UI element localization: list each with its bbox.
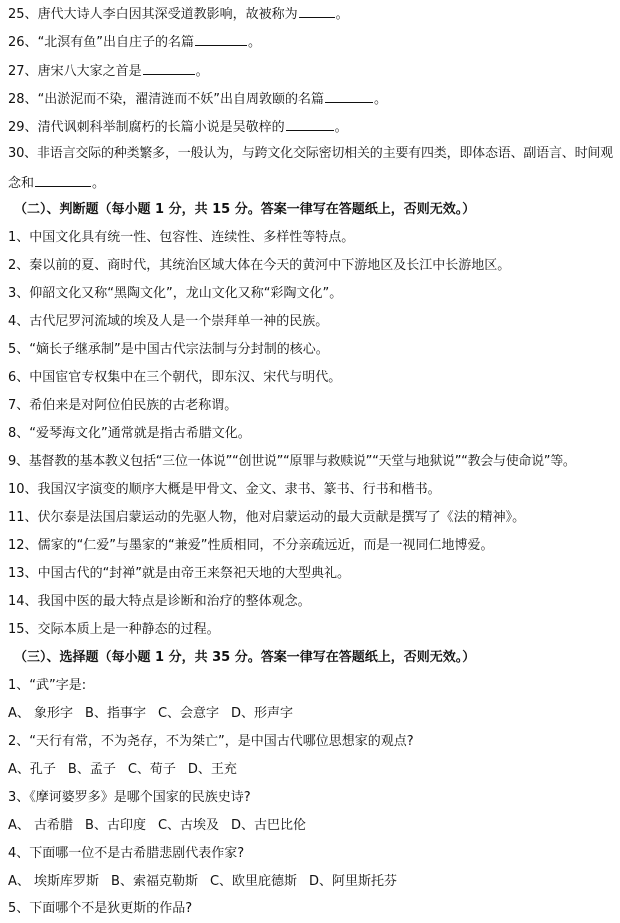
judge-question: 13、中国古代的“封禅”就是由帝王来祭祀天地的大型典礼。	[8, 566, 351, 581]
choice-options	[8, 817, 612, 835]
fill-question-30-continued: 念和 。	[8, 173, 612, 193]
choice-question: 2、“天行有常，不为尧存，不为桀亡”，是中国古代哪位思想家的观点?	[8, 734, 414, 749]
fill-question-29: 29、清代讽刺科举制腐朽的长篇小说是吴敬梓的 。	[8, 117, 612, 137]
option-b: B、古印度	[85, 818, 146, 833]
option-a: A、孔子	[8, 762, 56, 777]
section-title-choice: （三）、选择题（每小题 1 分，共 35 分。答案一律写在答题纸上，否则无效。）	[14, 650, 476, 665]
answer-blank	[35, 173, 91, 187]
judge-question: 11、伏尔泰是法国启蒙运动的先驱人物，他对启蒙运动的最大贡献是撰写了《法的精神》。	[8, 510, 526, 525]
fill-question-26: 26、“北溟有鱼”出自庄子的名篇 。	[8, 32, 612, 52]
judge-question: 4、古代尼罗河流域的埃及人是一个崇拜单一神的民族。	[8, 314, 329, 329]
option-a: A、 古希腊	[8, 818, 74, 833]
option-d: D、王充	[187, 762, 237, 777]
choice-question: 4、下面哪一位不是古希腊悲剧代表作家?	[8, 846, 245, 861]
judge-question: 12、儒家的“仁爱”与墨家的“兼爱”性质相同，不分亲疏远近，而是一视同仁地博爱。	[8, 538, 494, 553]
fill-question-28: 28、“出淤泥而不染，濯清涟而不妖”出自周敦颐的名篇 。	[8, 89, 612, 109]
option-b: B、孟子	[67, 762, 116, 777]
option-c: C、荀子	[127, 762, 176, 777]
choice-options	[8, 761, 612, 779]
judge-question: 6、中国宦官专权集中在三个朝代，即东汉、宋代与明代。	[8, 370, 342, 385]
judge-question: 2、秦以前的夏、商时代，其统治区域大体在今天的黄河中下游地区及长江中长游地区。	[8, 258, 511, 273]
option-b: B、指事字	[85, 706, 146, 721]
judge-question: 5、“嫡长子继承制”是中国古代宗法制与分封制的核心。	[8, 342, 329, 357]
section-title-judgement: （二）、判断题（每小题 1 分，共 15 分。答案一律写在答题纸上，否则无效。）	[14, 202, 476, 217]
judge-question: 7、希伯来是对阿位伯民族的古老称谓。	[8, 398, 238, 413]
choice-question: 1、“武”字是:	[8, 678, 87, 693]
choice-question: 3、《摩诃婆罗多》是哪个国家的民族史诗?	[8, 790, 251, 805]
option-c: C、古埃及	[157, 818, 220, 833]
option-c: C、会意字	[157, 706, 220, 721]
answer-blank	[195, 32, 247, 46]
option-d: D、形声字	[231, 706, 294, 721]
answer-blank	[286, 117, 334, 131]
choice-options	[8, 705, 612, 723]
option-d: D、阿里斯托芬	[309, 874, 398, 889]
fill-question-27: 27、唐宋八大家之首是 。	[8, 61, 612, 81]
option-a: A、 埃斯库罗斯	[8, 874, 100, 889]
fill-question-30: 30、非语言交际的种类繁多，一般认为，与跨文化交际密切相关的主要有四类，即体态语、副语言、时间观	[8, 146, 613, 161]
answer-blank	[325, 89, 373, 103]
judge-question: 3、仰韶文化又称“黑陶文化”，龙山文化又称“彩陶文化”。	[8, 286, 343, 301]
judge-question: 15、交际本质上是一种静态的过程。	[8, 622, 220, 637]
option-d: D、古巴比伦	[231, 818, 307, 833]
answer-blank	[299, 4, 335, 18]
judge-question: 9、基督教的基本教义包括“三位一体说”“创世说”“原罪与救赎说”“天堂与地狱说”“教会与使命说”等。	[8, 454, 576, 469]
judge-question: 10、我国汉字演变的顺序大概是甲骨文、金文、隶书、篆书、行书和楷书。	[8, 482, 441, 497]
judge-question: 14、我国中医的最大特点是诊断和治疗的整体观念。	[8, 594, 311, 609]
judge-question: 8、“爱琴海文化”通常就是指古希腊文化。	[8, 426, 251, 441]
option-c: C、欧里庇德斯	[209, 874, 298, 889]
fill-question-25: 25、唐代大诗人李白因其深受道教影响，故被称为 。	[8, 4, 612, 24]
option-b: B、索福克勒斯	[111, 874, 198, 889]
choice-options	[8, 873, 612, 891]
option-a: A、 象形字	[8, 706, 74, 721]
judge-question: 1、中国文化具有统一性、包容性、连续性、多样性等特点。	[8, 230, 355, 245]
choice-question: 5、下面哪个不是狄更斯的作品?	[8, 901, 193, 916]
answer-blank	[143, 61, 195, 75]
